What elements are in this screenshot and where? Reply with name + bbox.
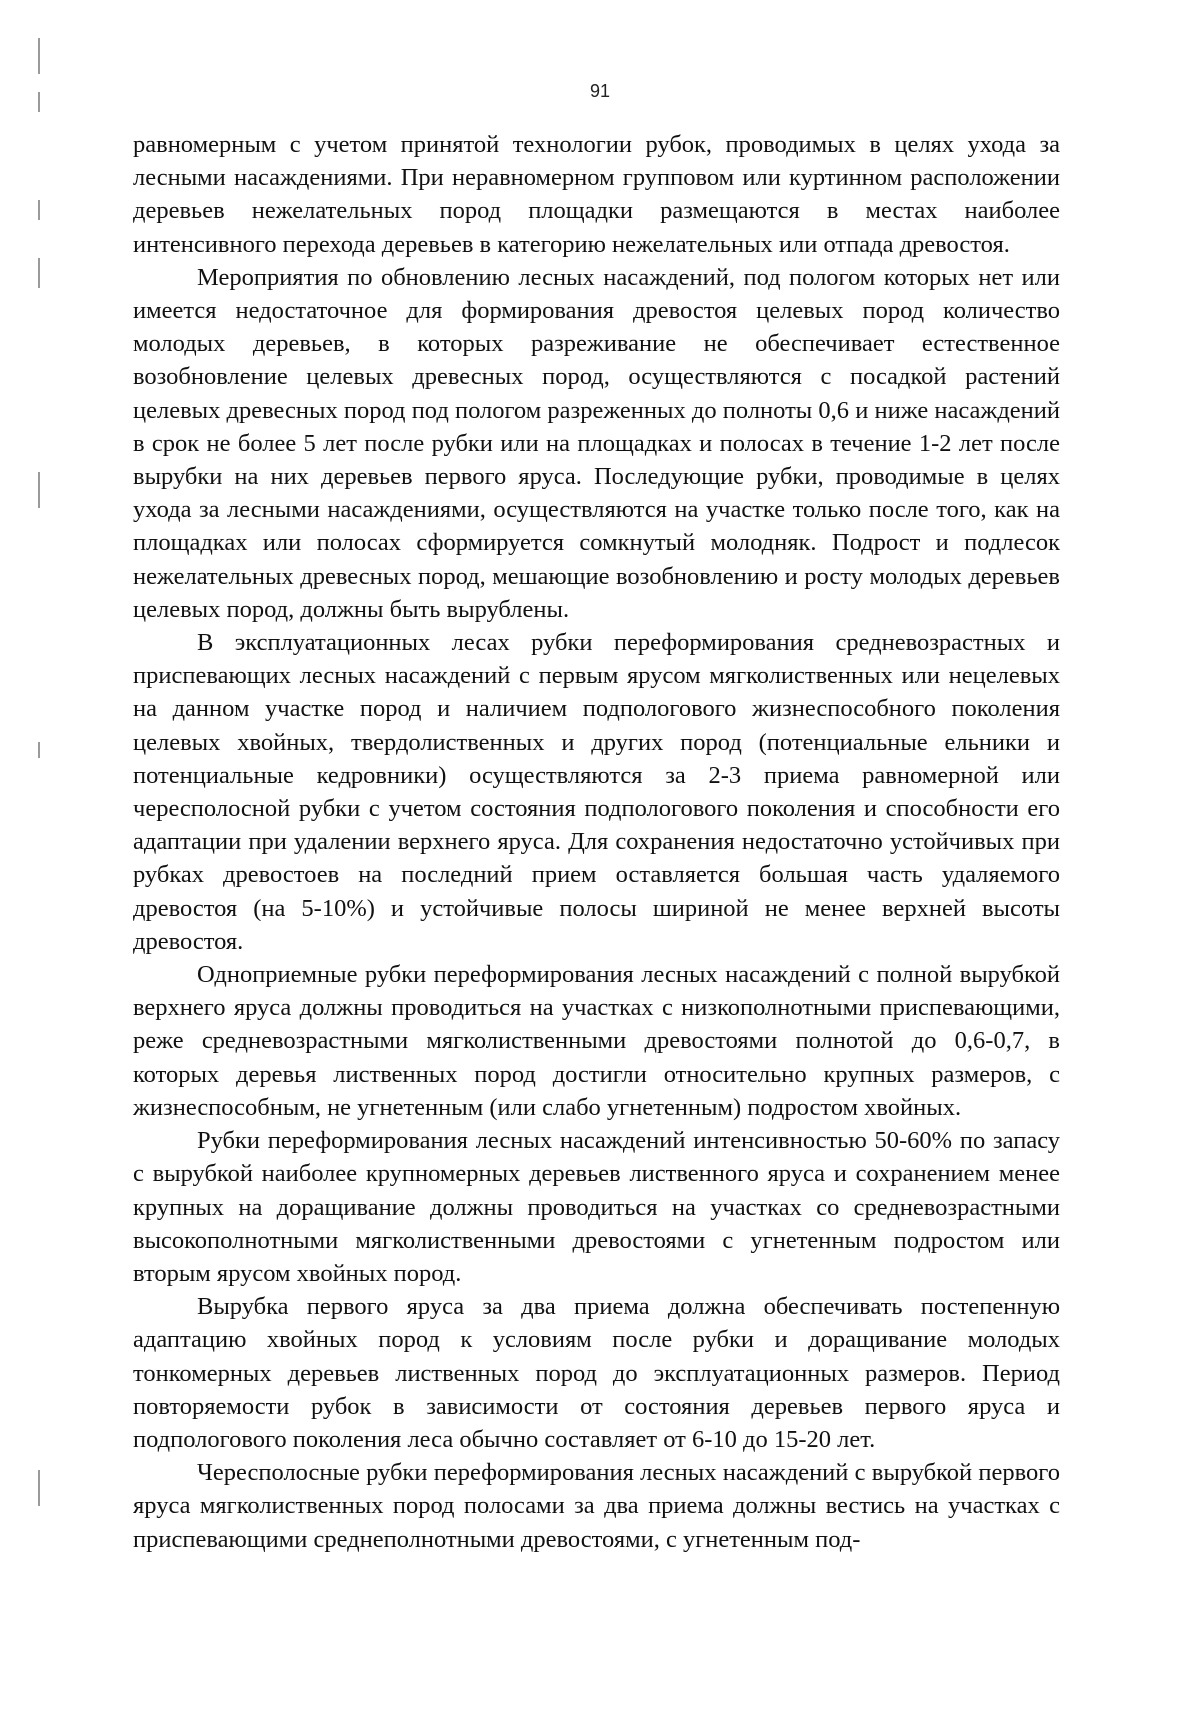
scan-mark (38, 258, 40, 288)
paragraph-4: Одноприемные рубки переформирования лесных насаждений с полной вырубкой верхнего яруса должны проводиться на участках с низкополнотными приспевающими, реже средневозрастными мягколиственными древостоями полнотой до 0,6-0,7, в которых деревья лиственных пород достигли относительно крупных размеров, с жизнеспособным, не угнетенным (или слабо угнетенным) подростом хвойных. (133, 961, 1060, 1121)
document-body (133, 128, 1060, 1556)
paragraph-3: В эксплуатационных лесах рубки переформирования средневозрастных и приспевающих лесных насаждений с первым ярусом мягколиственных или нецелевых на данном участке пород и наличием подпологового жизнеспособного поколения целевых хвойных, твердолиственных и других пород (потенциальные ельники и потенциальные кедровники) осуществляются за 2-3 приема равномерной или чересполосной рубки с учетом состояния подпологового поколения и способности его адаптации при удалении верхнего яруса. Для сохранения недостаточно устойчивых при рубках древостоев на последний прием оставляется большая часть удаляемого древостоя (на 5-10%) и устойчивые полосы шириной не менее верхней высоты древостоя. (133, 629, 1060, 955)
scan-mark (38, 742, 40, 758)
page-number: 91 (589, 81, 611, 101)
scan-mark (38, 472, 40, 508)
paragraph-6: Вырубка первого яруса за два приема должна обеспечивать постепенную адаптацию хвойных пород к условиям после рубки и доращивание молодых тонкомерных деревьев лиственных пород до эксплуатационных размеров. Период повторяемости рубок в зависимости от состояния деревьев первого яруса и подпологового поколения леса обычно составляет от 6-10 до 15-20 лет. (133, 1293, 1060, 1453)
paragraph-2: Мероприятия по обновлению лесных насаждений, под пологом которых нет или имеется недостаточное для формирования древостоя целевых пород количество молодых деревьев, в которых разреживание не обеспечивает естественное возобновление целевых древесных пород, осуществляются с посадкой растений целевых древесных пород под пологом разреженных до полноты 0,6 и ниже насаждений в срок не более 5 лет после рубки или на площадках и полосах в течение 1-2 лет после вырубки на них деревьев первого яруса. Последующие рубки, проводимые в целях ухода за лесными насаждениями, осуществляются на участке только после того, как на площадках или полосах сформируется сомкнутый молодняк. Подрост и подлесок нежелательных древесных пород, мешающие возобновлению и росту молодых деревьев целевых пород, должны быть вырублены. (133, 263, 1060, 623)
scan-mark (38, 200, 40, 220)
paragraph-7: Чересполосные рубки переформирования лесных насаждений с вырубкой первого яруса мягколиственных пород полосами за два приема должны вестись на участках с приспевающими среднеполнотными древостоями, с угнетенным под- (133, 1459, 1060, 1553)
paragraph-1: равномерным с учетом принятой технологии рубок, проводимых в целях ухода за лесными насаждениями. При неравномерном групповом или куртинном расположении деревьев нежелательных пород площадки размещаются в местах наиболее интенсивного перехода деревьев в категорию нежелательных или отпада древостоя. (133, 131, 1060, 258)
scan-mark (38, 1470, 40, 1506)
scan-mark (38, 38, 40, 74)
paragraph-5: Рубки переформирования лесных насаждений интенсивностью 50-60% по запасу с вырубкой наиболее крупномерных деревьев лиственного яруса и сохранением менее крупных на доращивание должны проводиться на участках со средневозрастными высокополнотными мягколиственными древостоями с угнетенным подростом или вторым ярусом хвойных пород. (133, 1127, 1060, 1287)
